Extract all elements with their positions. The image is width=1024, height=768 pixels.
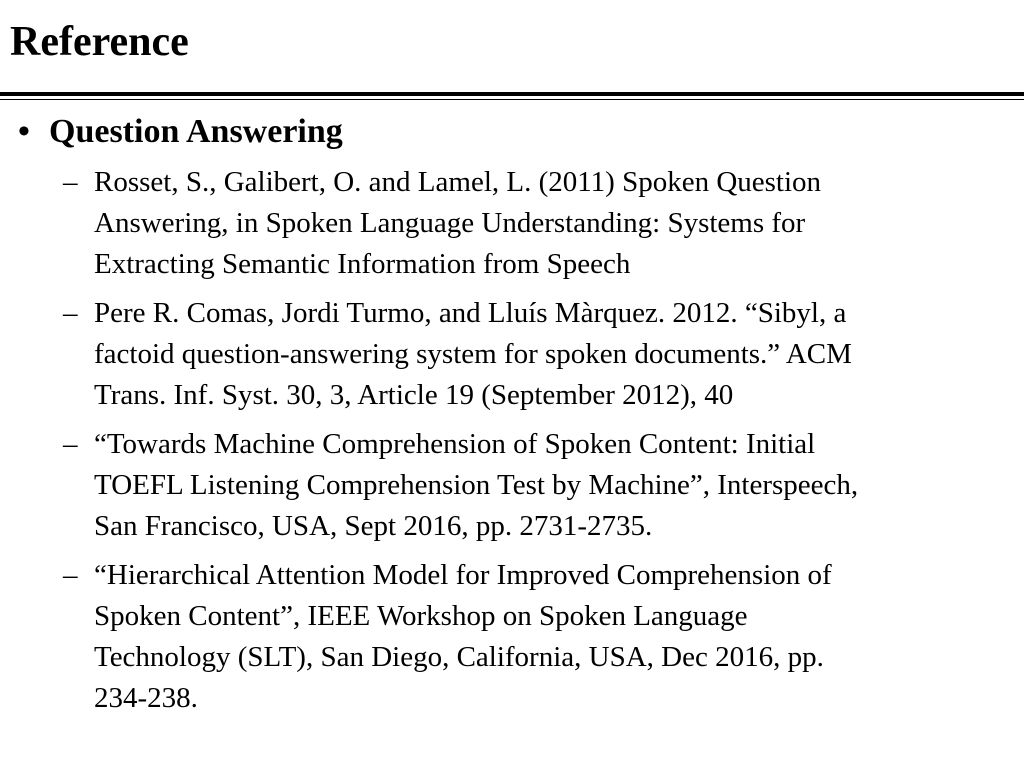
- reference-item: [0, 424, 1024, 547]
- reference-line: “Hierarchical Attention Model for Improved Comprehension of: [94, 559, 832, 591]
- reference-line: factoid question-answering system for spoken documents.” ACM: [94, 338, 852, 370]
- reference-item: [0, 162, 1024, 285]
- slide-title: Reference: [10, 19, 189, 65]
- reference-line: Rosset, S., Galibert, O. and Lamel, L. (2011) Spoken Question: [94, 166, 822, 198]
- title-divider-thin: [0, 99, 1024, 100]
- dash-marker: –: [63, 166, 78, 198]
- reference-item: [0, 293, 1024, 416]
- reference-line: Answering, in Spoken Language Understanding: Systems for: [94, 207, 806, 239]
- title-divider-thick: [0, 92, 1024, 96]
- reference-item: [0, 555, 1024, 719]
- reference-line: “Towards Machine Comprehension of Spoken Content: Initial: [94, 428, 816, 460]
- dash-marker: –: [63, 559, 78, 591]
- reference-line: Trans. Inf. Syst. 30, 3, Article 19 (September 2012), 40: [94, 379, 734, 411]
- bullet-question-answering: [0, 108, 1024, 156]
- reference-line: Spoken Content”, IEEE Workshop on Spoken Language: [94, 600, 748, 632]
- bullet-marker: •: [18, 113, 30, 150]
- dash-marker: –: [63, 297, 78, 329]
- reference-line: 234-238.: [94, 682, 198, 714]
- reference-line: TOEFL Listening Comprehension Test by Machine”, Interspeech,: [94, 469, 859, 501]
- bullet-heading: Question Answering: [49, 113, 343, 150]
- reference-line: Pere R. Comas, Jordi Turmo, and Lluís Màrquez. 2012. “Sibyl, a: [94, 297, 847, 329]
- slide-content: [0, 108, 1024, 727]
- dash-marker: –: [63, 428, 78, 460]
- reference-line: Technology (SLT), San Diego, California, USA, Dec 2016, pp.: [94, 641, 824, 673]
- reference-list: [0, 162, 1024, 719]
- reference-line: San Francisco, USA, Sept 2016, pp. 2731-2735.: [94, 510, 653, 542]
- reference-line: Extracting Semantic Information from Speech: [94, 248, 631, 280]
